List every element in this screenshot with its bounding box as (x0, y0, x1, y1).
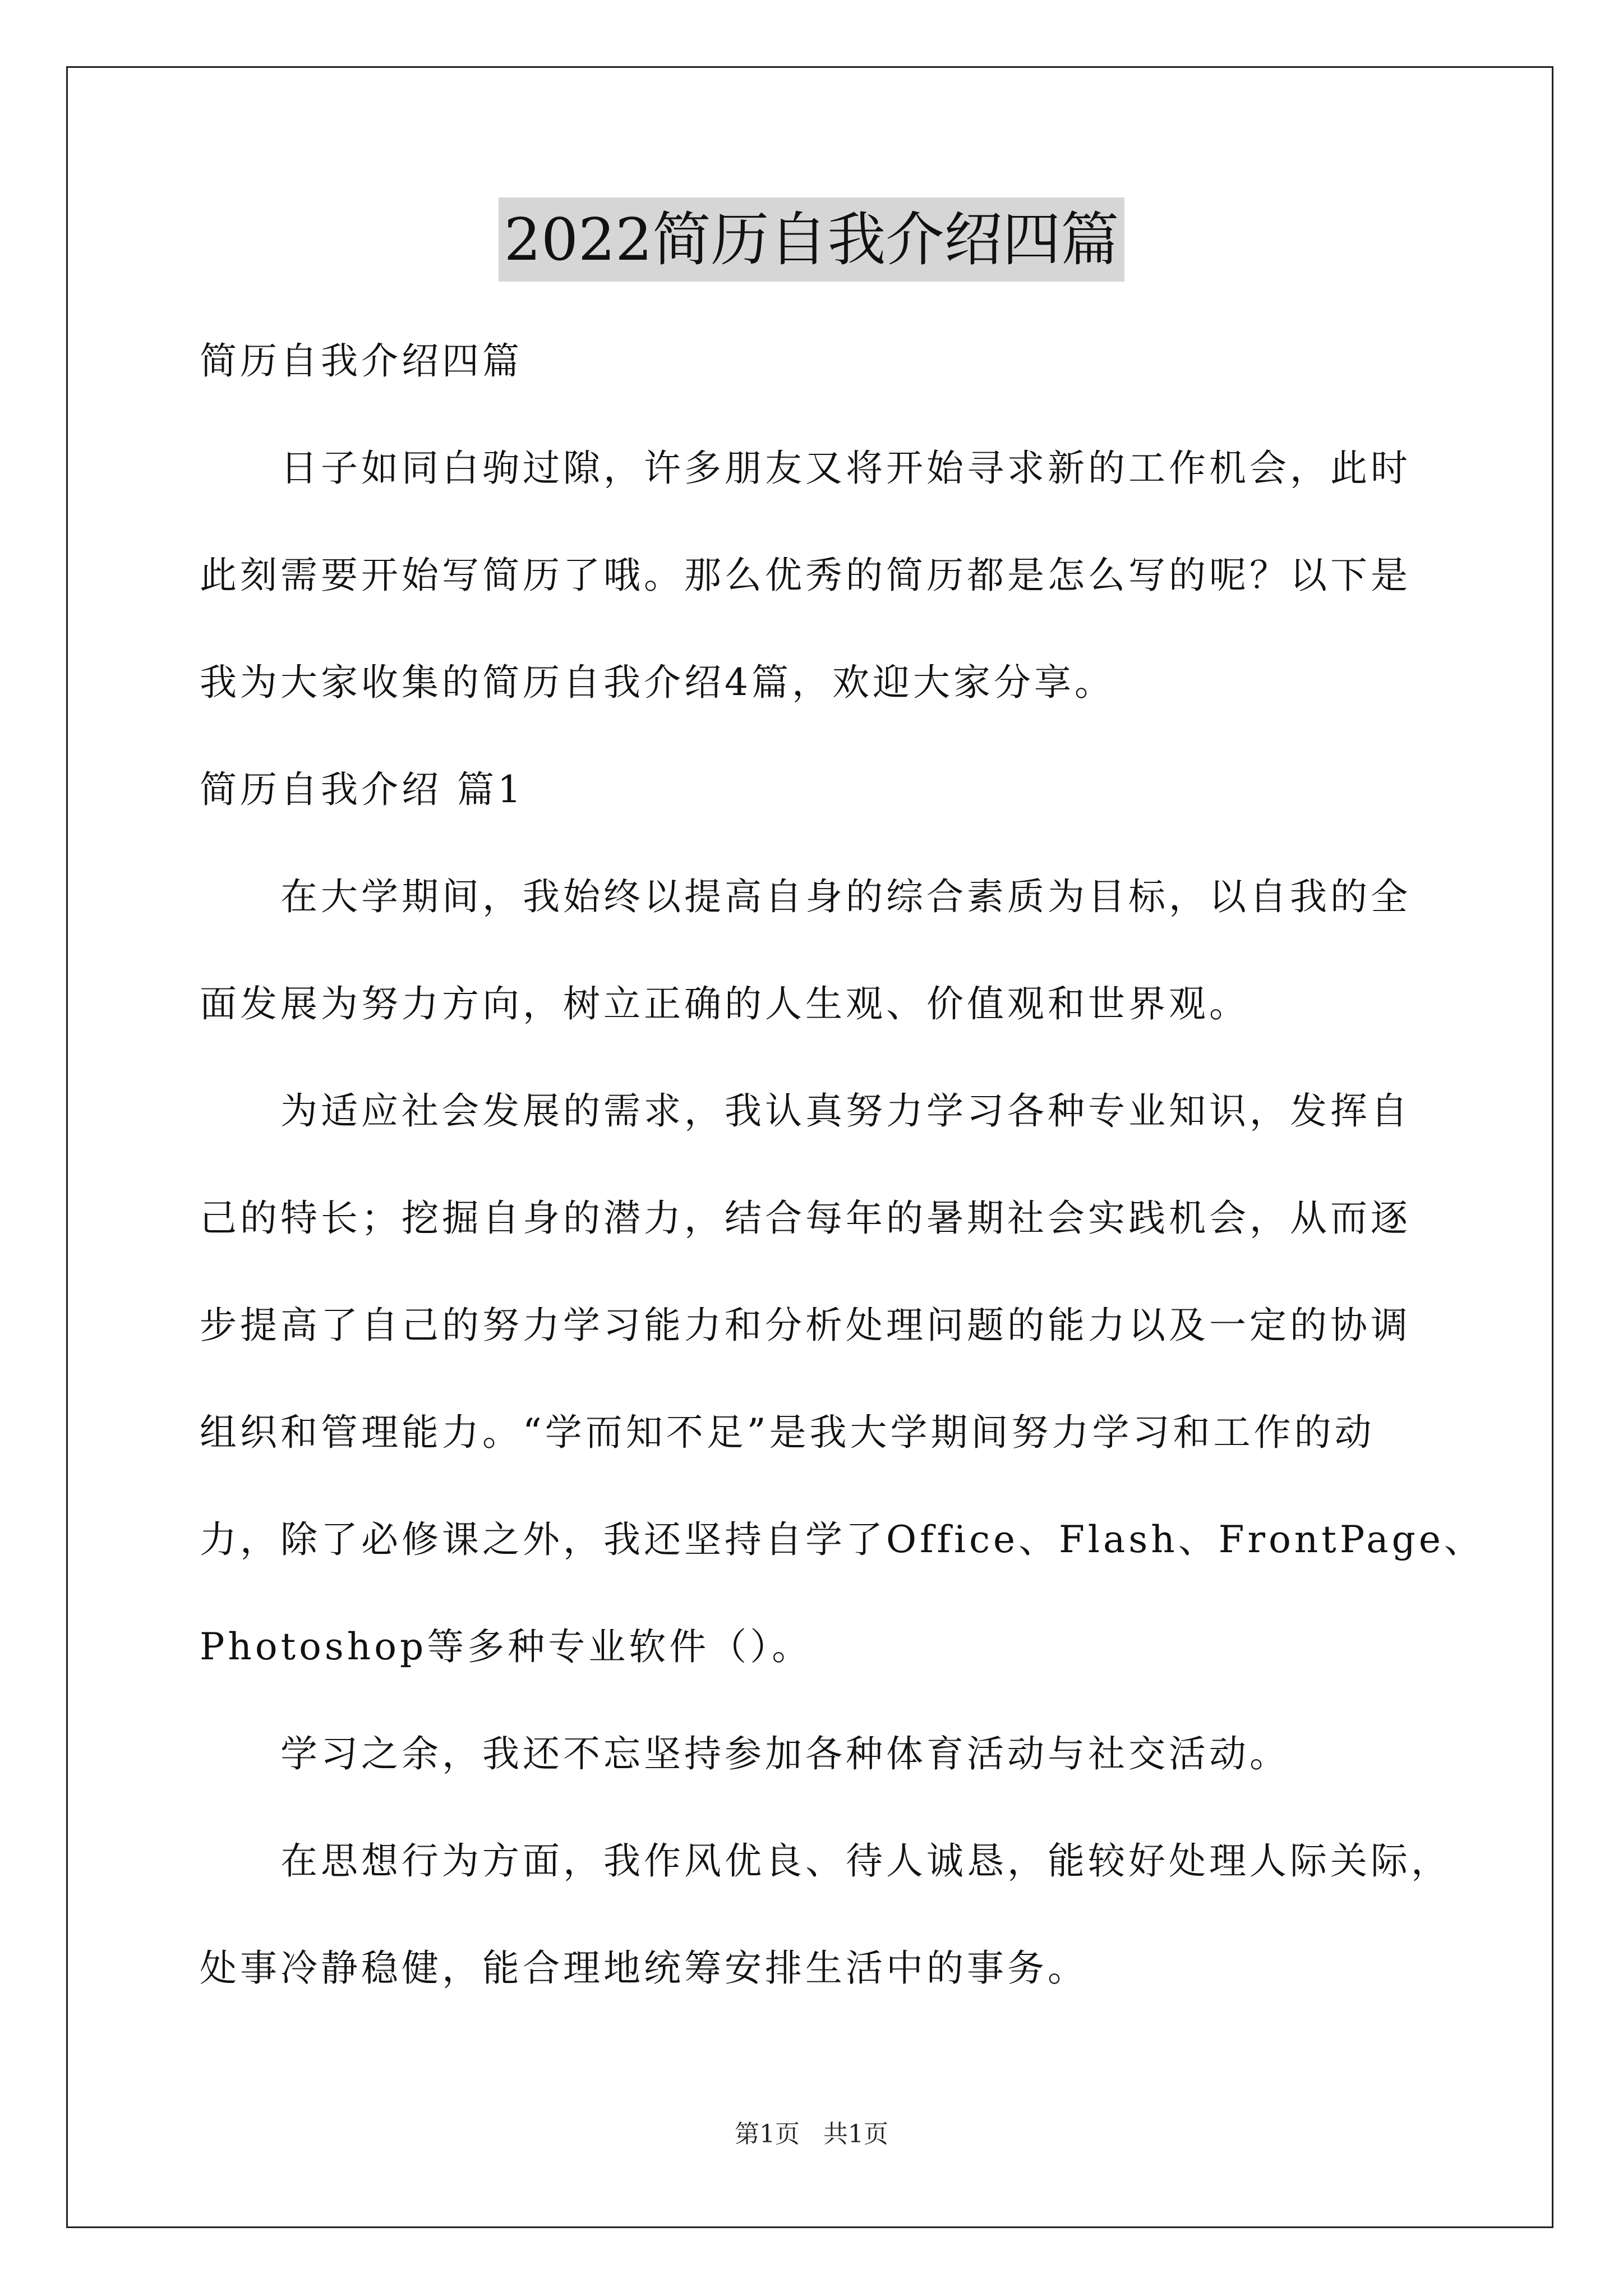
text-line: 学习之余，我还不忘坚持参加各种体育活动与社交活动。 (280, 1732, 1290, 1775)
text-line: 己的特长；挖掘自身的潜力，结合每年的暑期社会实践机会，从而逐 (200, 1197, 1411, 1240)
text-line: 我为大家收集的简历自我介绍4篇，欢迎大家分享。 (200, 661, 1115, 704)
text-line: 此刻需要开始写简历了哦。那么优秀的简历都是怎么写的呢？以下是 (200, 554, 1411, 597)
text-line: 简历自我介绍四篇 (200, 339, 523, 383)
text-line: 日子如同白驹过隙，许多朋友又将开始寻求新的工作机会，此时 (280, 447, 1411, 490)
page-number: 第1页 (735, 2120, 800, 2148)
text-line: 力，除了必修课之外，我还坚持自学了Office、Flash、FrontPage、 (200, 1518, 1484, 1561)
section-heading: 简历自我介绍 篇1 (200, 768, 524, 811)
page-total: 共1页 (823, 2120, 888, 2148)
text-line: 面发展为努力方向，树立正确的人生观、价值观和世界观。 (200, 982, 1249, 1025)
document-title: 2022简历自我介绍四篇 (499, 197, 1125, 282)
text-line: 处事冷静稳健，能合理地统筹安排生活中的事务。 (200, 1947, 1088, 1990)
title-container (0, 197, 1623, 282)
page-footer (0, 2114, 1623, 2150)
text-line: 在思想行为方面，我作风优良、待人诚恳，能较好处理人际关际， (280, 1839, 1451, 1883)
text-line: 为适应社会发展的需求，我认真努力学习各种专业知识，发挥自 (280, 1089, 1411, 1133)
document-body (200, 307, 1484, 2022)
text-line: 组织和管理能力。“学而知不足”是我大学期间努力学习和工作的动 (200, 1411, 1375, 1454)
text-line: 在大学期间，我始终以提高自身的综合素质为目标，以自我的全 (280, 875, 1411, 918)
text-line: 步提高了自己的努力学习能力和分析处理问题的能力以及一定的协调 (200, 1304, 1411, 1347)
text-line: Photoshop等多种专业软件（）。 (200, 1625, 813, 1668)
